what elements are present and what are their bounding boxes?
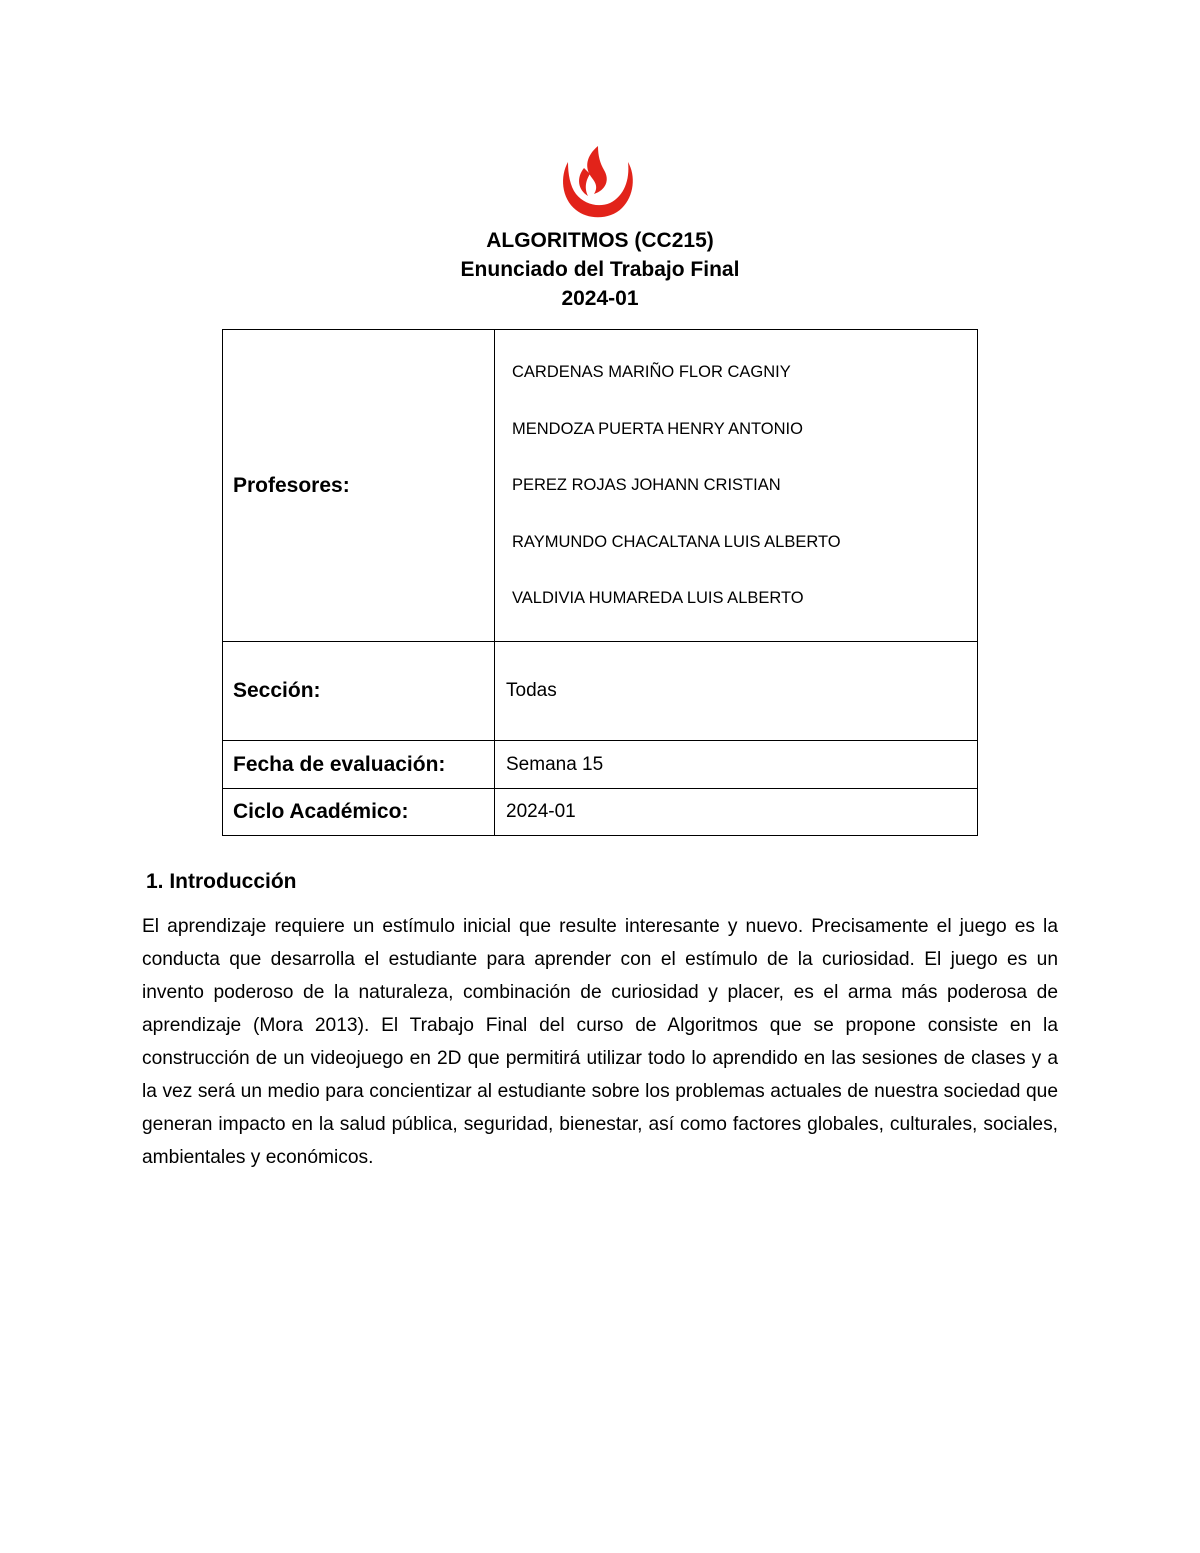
evaluation-date-value: Semana 15 <box>495 741 978 789</box>
academic-cycle-label: Ciclo Académico: <box>223 789 495 836</box>
evaluation-date-row <box>223 741 978 789</box>
course-info-table <box>222 329 978 836</box>
term-title: 2024-01 <box>561 287 639 310</box>
document-title-block <box>0 226 1200 313</box>
professor-name: CARDENAS MARIÑO FLOR CAGNIY <box>512 363 791 382</box>
introduction-paragraph: El aprendizaje requiere un estímulo inicial que resulte interesante y nuevo. Precisamente el juego es la conducta que desarrolla el estudiante para aprender con el estímulo de la curiosidad. El juego es un invento poderoso de la naturaleza, combinación de curiosidad y placer, es el arma más poderosa de aprendizaje (Mora 2013). El Trabajo Final del curso de Algoritmos que se propone consiste en la construcción de un videojuego en 2D que permitirá utilizar todo lo aprendido en las sesiones de clases y a la vez será un medio para concientizar al estudiante sobre los problemas actuales de nuestra sociedad que generan impacto en la salud pública, seguridad, bienestar, así como factores globales, culturales, sociales, ambientales y económicos. <box>142 916 1058 1168</box>
section-label: Sección: <box>223 642 495 741</box>
professors-label: Profesores: <box>223 330 495 642</box>
introduction-heading: 1. Introducción <box>146 870 297 893</box>
professor-name: MENDOZA PUERTA HENRY ANTONIO <box>512 419 803 438</box>
professor-name: PEREZ ROJAS JOHANN CRISTIAN <box>512 476 781 495</box>
academic-cycle-row <box>223 789 978 836</box>
document-title: Enunciado del Trabajo Final <box>460 258 740 281</box>
evaluation-date-label: Fecha de evaluación: <box>223 741 495 789</box>
professors-cell <box>495 330 978 642</box>
academic-cycle-value: 2024-01 <box>495 789 978 836</box>
professor-name: VALDIVIA HUMAREDA LUIS ALBERTO <box>512 589 804 608</box>
university-logo <box>558 146 638 222</box>
section-row <box>223 642 978 741</box>
course-title: ALGORITMOS (CC215) <box>486 229 714 252</box>
professor-name: RAYMUNDO CHACALTANA LUIS ALBERTO <box>512 532 841 551</box>
professors-list <box>495 344 977 627</box>
professors-row <box>223 330 978 642</box>
section-value: Todas <box>495 642 978 741</box>
